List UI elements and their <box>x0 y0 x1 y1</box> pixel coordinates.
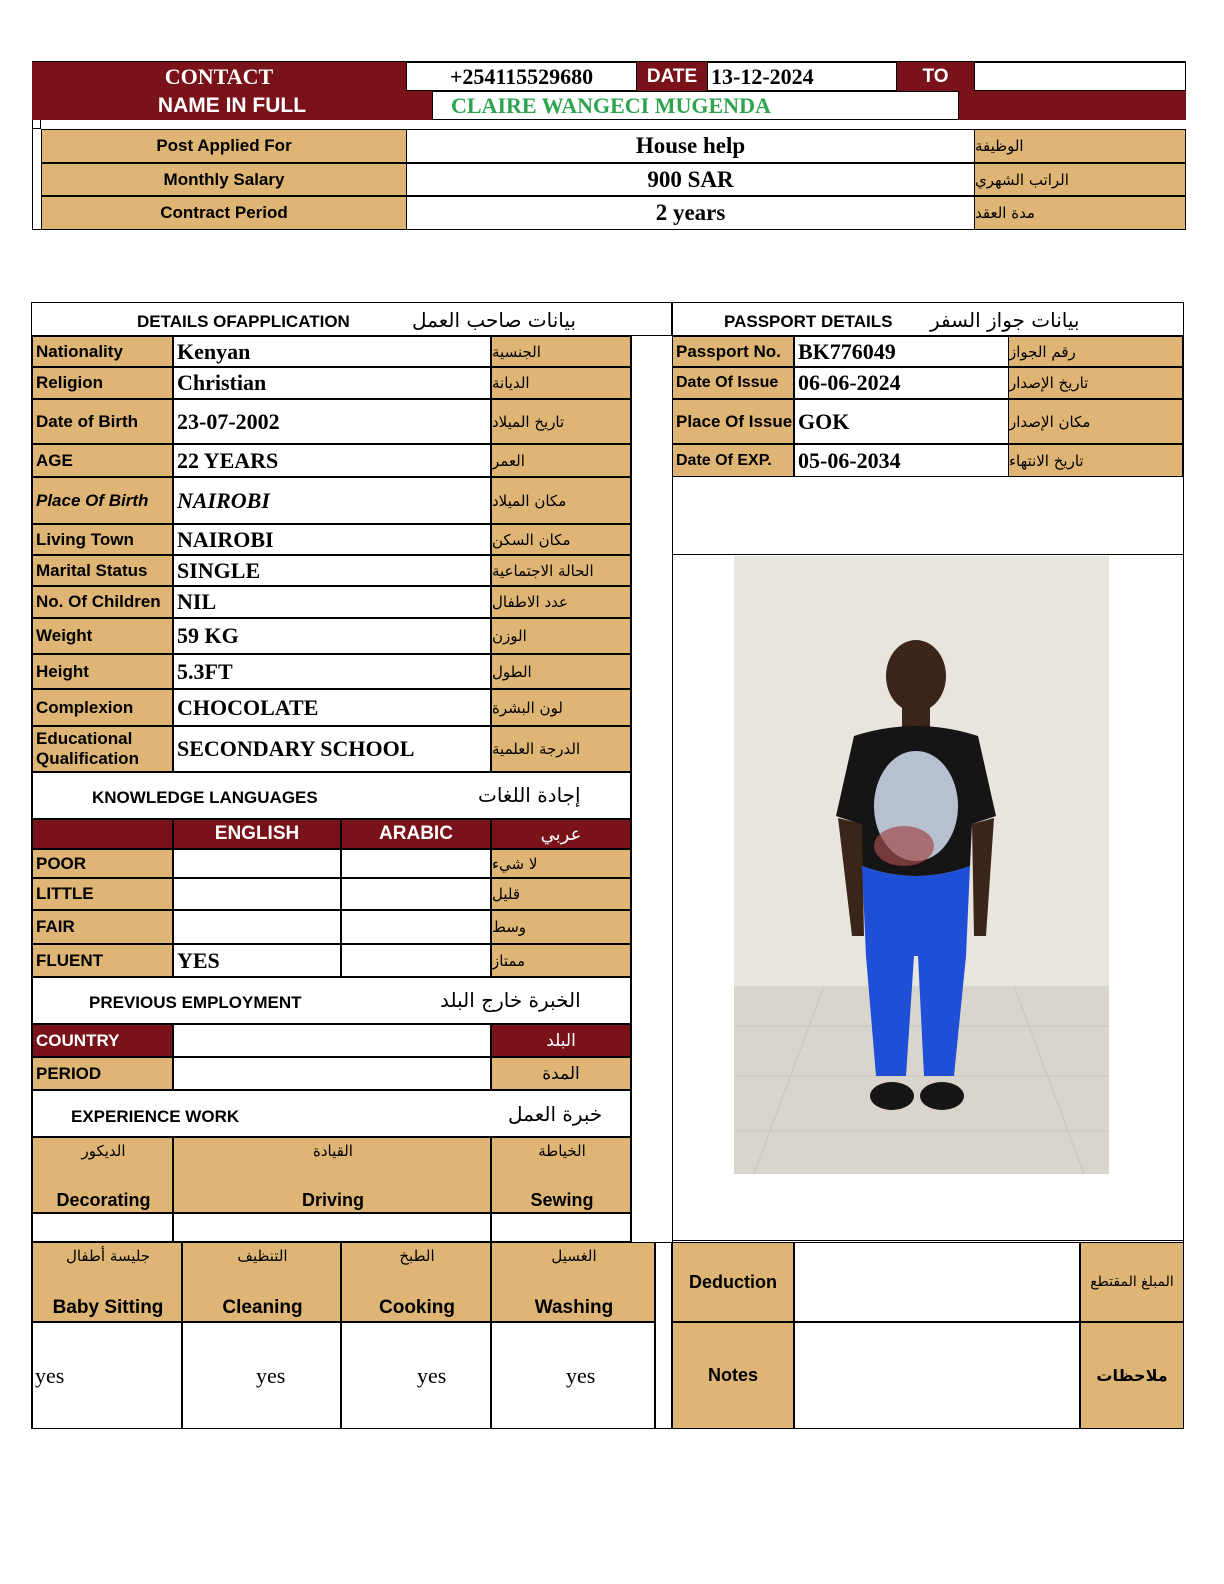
marital-value: SINGLE <box>173 555 491 586</box>
experience-title: EXPERIENCE WORK <box>71 1107 240 1126</box>
weight-label: Weight <box>32 618 173 654</box>
issue-place-label: Place Of Issue <box>672 399 794 444</box>
skill-cooking-label: Cooking <box>379 1297 455 1318</box>
skill-sewing-ar: الخياطة <box>538 1142 586 1160</box>
lang-row-little-ar: قليل <box>491 878 631 910</box>
issue-place-ar: مكان الإصدار <box>1008 399 1183 444</box>
deduction-label: Deduction <box>672 1242 794 1322</box>
dob-value: 23-07-2002 <box>173 399 491 444</box>
skill-washing <box>491 1242 655 1322</box>
religion-label: Religion <box>32 367 173 399</box>
skill-sewing-value <box>491 1213 631 1242</box>
lang-row-little-english <box>173 878 341 910</box>
details-title-ar: بيانات صاحب العمل <box>412 308 576 332</box>
skill-decorating <box>32 1137 173 1213</box>
education-value: SECONDARY SCHOOL <box>173 726 491 772</box>
lang-row-fluent-arabic <box>341 944 491 977</box>
name-label: NAME IN FULL <box>32 91 432 120</box>
skill-decorating-label: Decorating <box>56 1190 151 1210</box>
dob-label: Date of Birth <box>32 399 173 444</box>
skill-cleaning-label: Cleaning <box>222 1297 303 1318</box>
contact-label: CONTACT <box>32 62 406 91</box>
town-value: NAIROBI <box>173 524 491 555</box>
period-value <box>173 1057 491 1090</box>
lang-row-poor-label: POOR <box>32 849 173 878</box>
height-label: Height <box>32 654 173 689</box>
employment-title-ar: الخبرة خارج البلد <box>440 988 581 1012</box>
skill-driving-value <box>173 1213 491 1242</box>
passport-title-ar: بيانات جواز السفر <box>930 308 1080 332</box>
nationality-ar: الجنسية <box>491 336 631 367</box>
lang-row-poor-arabic <box>341 849 491 878</box>
lang-row-fluent-label: FLUENT <box>32 944 173 977</box>
passport-title: PASSPORT DETAILS <box>724 312 893 331</box>
passport-no-label: Passport No. <box>672 336 794 367</box>
skill-cooking-value: yes <box>341 1322 491 1429</box>
skill-cleaning-value: yes <box>182 1322 341 1429</box>
lang-col-english: ENGLISH <box>173 819 341 849</box>
date-value: 13-12-2024 <box>707 62 897 91</box>
skill-washing-ar: الغسيل <box>551 1247 597 1265</box>
applicant-photo <box>734 556 1109 1174</box>
skill-babysitting <box>32 1242 182 1322</box>
person-illustration <box>734 556 1109 1174</box>
skill-babysitting-value: yes <box>32 1322 182 1429</box>
complexion-value: CHOCOLATE <box>173 689 491 726</box>
contract-label: Contract Period <box>41 196 407 230</box>
lang-col-arabic: ARABIC <box>341 819 491 849</box>
lang-row-fair-ar: وسط <box>491 910 631 944</box>
country-ar: البلد <box>491 1024 631 1057</box>
town-ar: مكان السكن <box>491 524 631 555</box>
contract-value: 2 years <box>406 196 975 230</box>
weight-value: 59 KG <box>173 618 491 654</box>
children-label: No. Of Children <box>32 586 173 618</box>
lang-header-blank <box>32 819 173 849</box>
salary-label: Monthly Salary <box>41 163 407 196</box>
skill-washing-value: yes <box>491 1322 655 1429</box>
passport-no-ar: رقم الجواز <box>1008 336 1183 367</box>
complexion-label: Complexion <box>32 689 173 726</box>
notes-ar: ملاحظات <box>1080 1322 1184 1429</box>
age-ar: العمر <box>491 444 631 477</box>
salary-value: 900 SAR <box>406 163 975 196</box>
religion-ar: الديانة <box>491 367 631 399</box>
weight-ar: الوزن <box>491 618 631 654</box>
post-arabic: الوظيفة <box>974 129 1186 163</box>
notes-label: Notes <box>672 1322 794 1429</box>
skill-driving-ar: القيادة <box>313 1142 353 1160</box>
complexion-ar: لون البشرة <box>491 689 631 726</box>
to-label: TO <box>897 62 974 91</box>
skill-driving-label: Driving <box>301 1190 364 1210</box>
spacer-column <box>655 1242 672 1429</box>
employment-title: PREVIOUS EMPLOYMENT <box>89 993 302 1012</box>
height-ar: الطول <box>491 654 631 689</box>
skill-cleaning-ar: التنظيف <box>237 1247 288 1265</box>
skill-cooking-ar: الطبخ <box>399 1247 435 1265</box>
lang-row-poor-english <box>173 849 341 878</box>
children-ar: عدد الاطفال <box>491 586 631 618</box>
skill-cleaning <box>182 1242 341 1322</box>
languages-title: KNOWLEDGE LANGUAGES <box>92 788 318 807</box>
issue-date-value: 06-06-2024 <box>794 367 1009 399</box>
children-value: NIL <box>173 586 491 618</box>
lang-row-fluent-english: YES <box>173 944 341 977</box>
skill-sewing-label: Sewing <box>530 1190 594 1210</box>
lang-row-fair-arabic <box>341 910 491 944</box>
skill-babysitting-ar: جليسة أطفال <box>65 1247 151 1265</box>
skill-decorating-value <box>32 1213 173 1242</box>
pob-label: Place Of Birth <box>32 477 173 524</box>
religion-value: Christian <box>173 367 491 399</box>
deduction-ar: المبلغ المقتطع <box>1080 1242 1184 1322</box>
notes-value <box>794 1322 1080 1429</box>
skill-sewing <box>491 1137 631 1213</box>
passport-no-value: BK776049 <box>794 336 1009 367</box>
issue-date-label: Date Of Issue <box>672 367 794 399</box>
date-label: DATE <box>637 62 707 91</box>
lang-row-little-arabic <box>341 878 491 910</box>
country-value <box>173 1024 491 1057</box>
period-label: PERIOD <box>32 1057 173 1090</box>
skill-washing-label: Washing <box>534 1297 614 1318</box>
lang-row-little-label: LITTLE <box>32 878 173 910</box>
country-label: COUNTRY <box>32 1024 173 1057</box>
contact-value: +254115529680 <box>406 62 637 91</box>
exp-date-value: 05-06-2034 <box>794 444 1009 477</box>
exp-date-ar: تاريخ الانتهاء <box>1008 444 1183 477</box>
height-value: 5.3FT <box>173 654 491 689</box>
period-ar: المدة <box>491 1057 631 1090</box>
nationality-value: Kenyan <box>173 336 491 367</box>
post-label: Post Applied For <box>41 129 407 163</box>
lang-row-fluent-ar: ممتاز <box>491 944 631 977</box>
post-value: House help <box>406 129 975 163</box>
dob-ar: تاريخ الميلاد <box>491 399 631 444</box>
name-filler <box>959 91 1186 120</box>
languages-title-ar: إجادة اللغات <box>478 783 581 807</box>
issue-place-value: GOK <box>794 399 1009 444</box>
to-value <box>974 62 1186 91</box>
town-label: Living Town <box>32 524 173 555</box>
exp-date-label: Date Of EXP. <box>672 444 794 477</box>
education-label: Educational Qualification <box>32 726 173 772</box>
education-ar: الدرجة العلمية <box>491 726 631 772</box>
marital-ar: الحالة الاجتماعية <box>491 555 631 586</box>
name-value: CLAIRE WANGECI MUGENDA <box>432 91 959 120</box>
pob-value: NAIROBI <box>173 477 491 524</box>
nationality-label: Nationality <box>32 336 173 367</box>
skill-decorating-ar: الديكور <box>81 1142 126 1160</box>
skill-driving <box>173 1137 491 1213</box>
skill-babysitting-label: Baby Sitting <box>52 1297 164 1318</box>
pob-ar: مكان الميلاد <box>491 477 631 524</box>
lang-col-arabic-ar: عربي <box>491 819 631 849</box>
lang-row-fair-label: FAIR <box>32 910 173 944</box>
age-value: 22 YEARS <box>173 444 491 477</box>
issue-date-ar: تاريخ الإصدار <box>1008 367 1183 399</box>
salary-arabic: الراتب الشهري <box>974 163 1186 196</box>
marital-label: Marital Status <box>32 555 173 586</box>
deduction-value <box>794 1242 1080 1322</box>
age-label: AGE <box>32 444 173 477</box>
experience-title-ar: خبرة العمل <box>508 1102 603 1126</box>
lang-row-poor-ar: لا شيء <box>491 849 631 878</box>
details-title: DETAILS OFAPPLICATION <box>137 312 350 331</box>
skill-cooking <box>341 1242 491 1322</box>
lang-row-fair-english <box>173 910 341 944</box>
contract-arabic: مدة العقد <box>974 196 1186 230</box>
